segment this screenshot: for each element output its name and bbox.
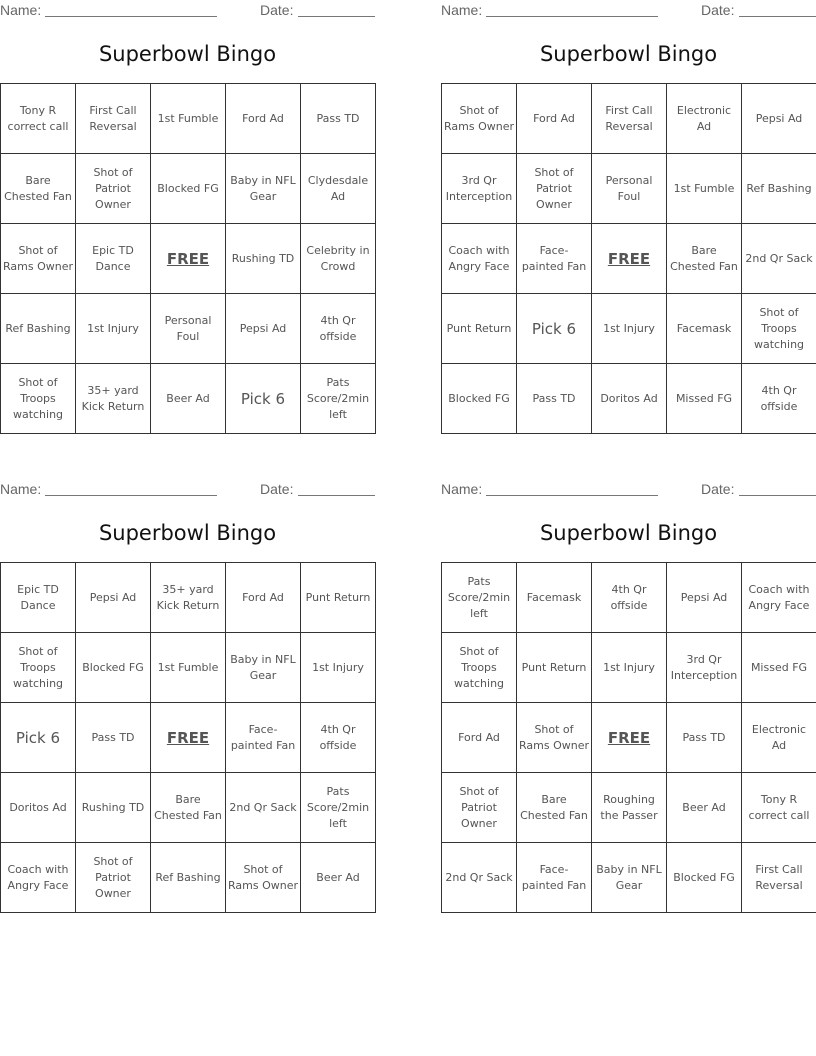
bingo-cell[interactable]: Shot of Troops watching xyxy=(442,633,517,703)
bingo-cell[interactable]: 1st Fumble xyxy=(151,84,226,154)
bingo-cell[interactable]: 1st Injury xyxy=(592,294,667,364)
bingo-cell[interactable]: Electronic Ad xyxy=(667,84,742,154)
bingo-cell[interactable]: First Call Reversal xyxy=(592,84,667,154)
card-title: Superbowl Bingo xyxy=(539,42,718,66)
bingo-cell[interactable]: 2nd Qr Sack xyxy=(742,224,816,294)
bingo-cell[interactable]: Coach with Angry Face xyxy=(1,843,76,913)
card-header xyxy=(441,479,816,499)
bingo-cell[interactable]: Pass TD xyxy=(517,364,592,434)
bingo-cell[interactable]: Facemask xyxy=(517,563,592,633)
bingo-cell[interactable]: Missed FG xyxy=(742,633,816,703)
bingo-cell[interactable]: Ford Ad xyxy=(442,703,517,773)
bingo-cell[interactable]: Tony R correct call xyxy=(1,84,76,154)
name-label: Name: xyxy=(0,2,42,18)
bingo-cell[interactable]: Beer Ad xyxy=(151,364,226,434)
bingo-cell[interactable]: 2nd Qr Sack xyxy=(226,773,301,843)
bingo-cell[interactable]: Ref Bashing xyxy=(1,294,76,364)
bingo-cell[interactable]: Coach with Angry Face xyxy=(742,563,816,633)
bingo-cell[interactable]: 1st Fumble xyxy=(151,633,226,703)
bingo-cell[interactable]: Blocked FG xyxy=(442,364,517,434)
bingo-cell[interactable]: Shot of Troops watching xyxy=(1,364,76,434)
bingo-cell[interactable]: Coach with Angry Face xyxy=(442,224,517,294)
bingo-cell[interactable]: Pepsi Ad xyxy=(742,84,816,154)
bingo-cell[interactable]: Shot of Patriot Owner xyxy=(517,154,592,224)
bingo-cell[interactable]: Pass TD xyxy=(667,703,742,773)
card-header xyxy=(441,0,816,20)
bingo-cell[interactable]: Bare Chested Fan xyxy=(151,773,226,843)
bingo-cell[interactable]: Beer Ad xyxy=(667,773,742,843)
bingo-cell[interactable]: Pick 6 xyxy=(226,364,301,434)
bingo-cell[interactable]: Ford Ad xyxy=(517,84,592,154)
free-cell[interactable]: FREE xyxy=(592,224,667,294)
card-title: Superbowl Bingo xyxy=(98,521,277,545)
bingo-cell[interactable]: Blocked FG xyxy=(76,633,151,703)
bingo-cell[interactable]: Shot of Troops watching xyxy=(742,294,816,364)
free-cell[interactable]: FREE xyxy=(151,224,226,294)
bingo-cell[interactable]: Pass TD xyxy=(76,703,151,773)
bingo-cell[interactable]: 1st Fumble xyxy=(667,154,742,224)
name-label: Name: xyxy=(441,481,483,497)
bingo-cell[interactable]: Ford Ad xyxy=(226,563,301,633)
card-header xyxy=(0,479,375,499)
bingo-cell[interactable]: Punt Return xyxy=(301,563,376,633)
bingo-cell[interactable]: 35+ yard Kick Return xyxy=(151,563,226,633)
bingo-cell[interactable]: Pepsi Ad xyxy=(226,294,301,364)
bingo-cell[interactable]: Celebrity in Crowd xyxy=(301,224,376,294)
bingo-cell[interactable]: 1st Injury xyxy=(592,633,667,703)
bingo-grid xyxy=(441,83,816,434)
bingo-cell[interactable]: 1st Injury xyxy=(76,294,151,364)
bingo-cell[interactable]: Bare Chested Fan xyxy=(667,224,742,294)
bingo-cell[interactable]: Ref Bashing xyxy=(151,843,226,913)
bingo-cell[interactable]: Shot of Patriot Owner xyxy=(76,154,151,224)
bingo-cell[interactable]: Shot of Patriot Owner xyxy=(442,773,517,843)
bingo-cell[interactable]: Missed FG xyxy=(667,364,742,434)
date-blank-line[interactable] xyxy=(298,495,375,496)
bingo-cell[interactable]: Face-painted Fan xyxy=(517,843,592,913)
date-label: Date: xyxy=(701,481,735,497)
bingo-cell[interactable]: Epic TD Dance xyxy=(1,563,76,633)
bingo-cell[interactable]: 4th Qr offside xyxy=(301,703,376,773)
card-title: Superbowl Bingo xyxy=(98,42,277,66)
bingo-cell[interactable]: First Call Reversal xyxy=(742,843,816,913)
bingo-cell[interactable]: Pats Score/2min left xyxy=(301,364,376,434)
bingo-cell[interactable]: Face-painted Fan xyxy=(517,224,592,294)
bingo-cell[interactable]: Personal Foul xyxy=(151,294,226,364)
bingo-cell[interactable]: Pass TD xyxy=(301,84,376,154)
bingo-cell[interactable]: Electronic Ad xyxy=(742,703,816,773)
bingo-grid xyxy=(441,562,816,913)
bingo-cell[interactable]: Rushing TD xyxy=(76,773,151,843)
bingo-cell[interactable]: Pats Score/2min left xyxy=(442,563,517,633)
bingo-cell[interactable]: Baby in NFL Gear xyxy=(226,633,301,703)
bingo-cell[interactable]: Shot of Rams Owner xyxy=(517,703,592,773)
bingo-cell[interactable]: Pepsi Ad xyxy=(667,563,742,633)
bingo-cell[interactable]: First Call Reversal xyxy=(76,84,151,154)
name-blank-line[interactable] xyxy=(45,16,217,17)
bingo-cell[interactable]: Ref Bashing xyxy=(742,154,816,224)
bingo-cell[interactable]: 3rd Qr Interception xyxy=(667,633,742,703)
bingo-grid xyxy=(0,562,376,913)
bingo-cell[interactable]: Beer Ad xyxy=(301,843,376,913)
date-blank-line[interactable] xyxy=(298,16,375,17)
bingo-cell[interactable]: Shot of Rams Owner xyxy=(1,224,76,294)
bingo-cell[interactable]: Doritos Ad xyxy=(592,364,667,434)
bingo-cell[interactable]: Pick 6 xyxy=(1,703,76,773)
bingo-cell[interactable]: Punt Return xyxy=(442,294,517,364)
bingo-cell[interactable]: Baby in NFL Gear xyxy=(226,154,301,224)
bingo-cell[interactable]: Shot of Troops watching xyxy=(1,633,76,703)
bingo-cell[interactable]: 4th Qr offside xyxy=(592,563,667,633)
bingo-cell[interactable]: Pick 6 xyxy=(517,294,592,364)
date-label: Date: xyxy=(260,481,294,497)
bingo-cell[interactable]: Doritos Ad xyxy=(1,773,76,843)
bingo-cell[interactable]: Blocked FG xyxy=(151,154,226,224)
bingo-cell[interactable]: 35+ yard Kick Return xyxy=(76,364,151,434)
date-blank-line[interactable] xyxy=(739,16,816,17)
date-blank-line[interactable] xyxy=(739,495,816,496)
bingo-cell[interactable]: Pats Score/2min left xyxy=(301,773,376,843)
bingo-cell[interactable]: 3rd Qr Interception xyxy=(442,154,517,224)
bingo-cell[interactable]: Roughing the Passer xyxy=(592,773,667,843)
free-cell[interactable]: FREE xyxy=(592,703,667,773)
bingo-cell[interactable]: Bare Chested Fan xyxy=(1,154,76,224)
bingo-cell[interactable]: Shot of Rams Owner xyxy=(442,84,517,154)
free-cell[interactable]: FREE xyxy=(151,703,226,773)
bingo-grid xyxy=(0,83,376,434)
bingo-cell[interactable]: Tony R correct call xyxy=(742,773,816,843)
bingo-cell[interactable]: Rushing TD xyxy=(226,224,301,294)
bingo-cell[interactable]: Epic TD Dance xyxy=(76,224,151,294)
bingo-cell[interactable]: 4th Qr offside xyxy=(301,294,376,364)
bingo-cell[interactable]: Ford Ad xyxy=(226,84,301,154)
bingo-cell[interactable]: Shot of Rams Owner xyxy=(226,843,301,913)
bingo-cell[interactable]: Shot of Patriot Owner xyxy=(76,843,151,913)
bingo-cell[interactable]: Pepsi Ad xyxy=(76,563,151,633)
bingo-cell[interactable]: Blocked FG xyxy=(667,843,742,913)
bingo-cell[interactable]: 1st Injury xyxy=(301,633,376,703)
name-blank-line[interactable] xyxy=(45,495,217,496)
bingo-cell[interactable]: Baby in NFL Gear xyxy=(592,843,667,913)
date-label: Date: xyxy=(260,2,294,18)
name-blank-line[interactable] xyxy=(486,16,658,17)
bingo-cell[interactable]: 2nd Qr Sack xyxy=(442,843,517,913)
bingo-cell[interactable]: Face-painted Fan xyxy=(226,703,301,773)
bingo-cell[interactable]: Bare Chested Fan xyxy=(517,773,592,843)
name-label: Name: xyxy=(441,2,483,18)
bingo-cell[interactable]: Facemask xyxy=(667,294,742,364)
bingo-cell[interactable]: 4th Qr offside xyxy=(742,364,816,434)
bingo-cell[interactable]: Clydesdale Ad xyxy=(301,154,376,224)
name-blank-line[interactable] xyxy=(486,495,658,496)
card-title: Superbowl Bingo xyxy=(539,521,718,545)
name-label: Name: xyxy=(0,481,42,497)
bingo-cell[interactable]: Punt Return xyxy=(517,633,592,703)
date-label: Date: xyxy=(701,2,735,18)
bingo-cell[interactable]: Personal Foul xyxy=(592,154,667,224)
card-header xyxy=(0,0,375,20)
